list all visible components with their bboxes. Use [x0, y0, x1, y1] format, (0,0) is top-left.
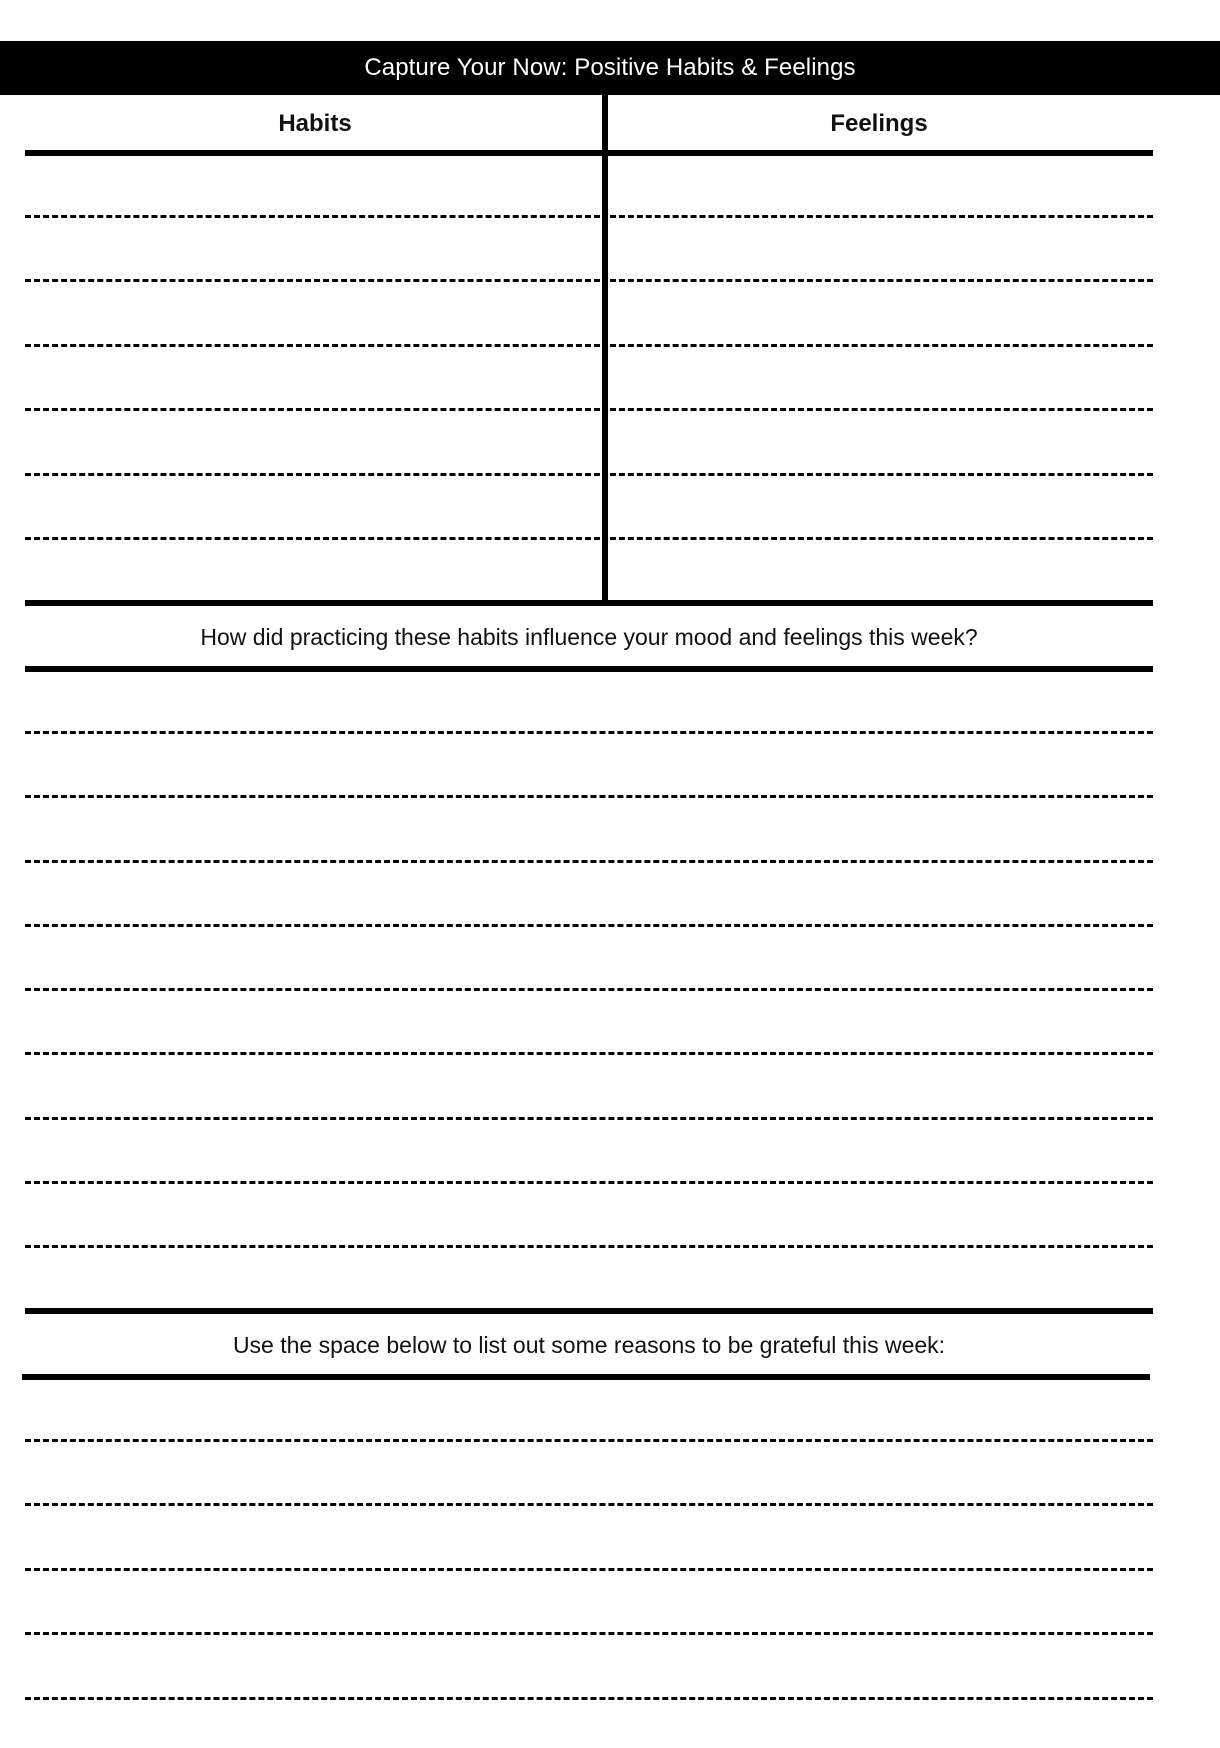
table-column-divider	[602, 95, 608, 604]
column-header-feelings: Feelings	[830, 110, 928, 137]
gratitude-write-line[interactable]	[25, 1439, 1153, 1442]
table-write-line[interactable]	[25, 215, 600, 218]
gratitude-write-line[interactable]	[25, 1568, 1153, 1571]
reflection-write-line[interactable]	[25, 1052, 1153, 1055]
table-write-line[interactable]	[610, 344, 1153, 347]
gratitude-write-line[interactable]	[25, 1632, 1153, 1635]
table-write-line[interactable]	[25, 473, 600, 476]
table-header-rule	[25, 150, 1153, 156]
gratitude-write-line[interactable]	[25, 1697, 1153, 1700]
reflection-write-line[interactable]	[25, 1181, 1153, 1184]
gratitude-write-line[interactable]	[25, 1503, 1153, 1506]
column-header-habits: Habits	[278, 110, 352, 137]
reflection-write-line[interactable]	[25, 988, 1153, 991]
table-write-line[interactable]	[610, 215, 1153, 218]
table-write-line[interactable]	[610, 473, 1153, 476]
gratitude-prompt: Use the space below to list out some reasons to be grateful this week:	[232, 1332, 946, 1358]
reflection-write-line[interactable]	[25, 860, 1153, 863]
table-write-line[interactable]	[25, 537, 600, 540]
table-write-line[interactable]	[610, 537, 1153, 540]
reflection-write-line[interactable]	[25, 924, 1153, 927]
reflection-write-line[interactable]	[25, 731, 1153, 734]
reflection-write-line[interactable]	[25, 1117, 1153, 1120]
reflection-bottom-rule	[25, 1308, 1153, 1314]
reflection-header-rule	[25, 666, 1153, 672]
reflection-write-line[interactable]	[25, 795, 1153, 798]
table-write-line[interactable]	[610, 408, 1153, 411]
table-write-line[interactable]	[25, 408, 600, 411]
table-bottom-rule	[25, 600, 1153, 606]
reflection-write-line[interactable]	[25, 1245, 1153, 1248]
table-write-line[interactable]	[610, 279, 1153, 282]
table-write-line[interactable]	[25, 279, 600, 282]
table-write-line[interactable]	[25, 344, 600, 347]
reflection-prompt: How did practicing these habits influence your mood and feelings this week?	[200, 624, 978, 650]
page-title: Capture Your Now: Positive Habits & Feelings	[364, 54, 856, 81]
gratitude-header-rule	[22, 1374, 1150, 1380]
title-bar	[0, 41, 1220, 95]
